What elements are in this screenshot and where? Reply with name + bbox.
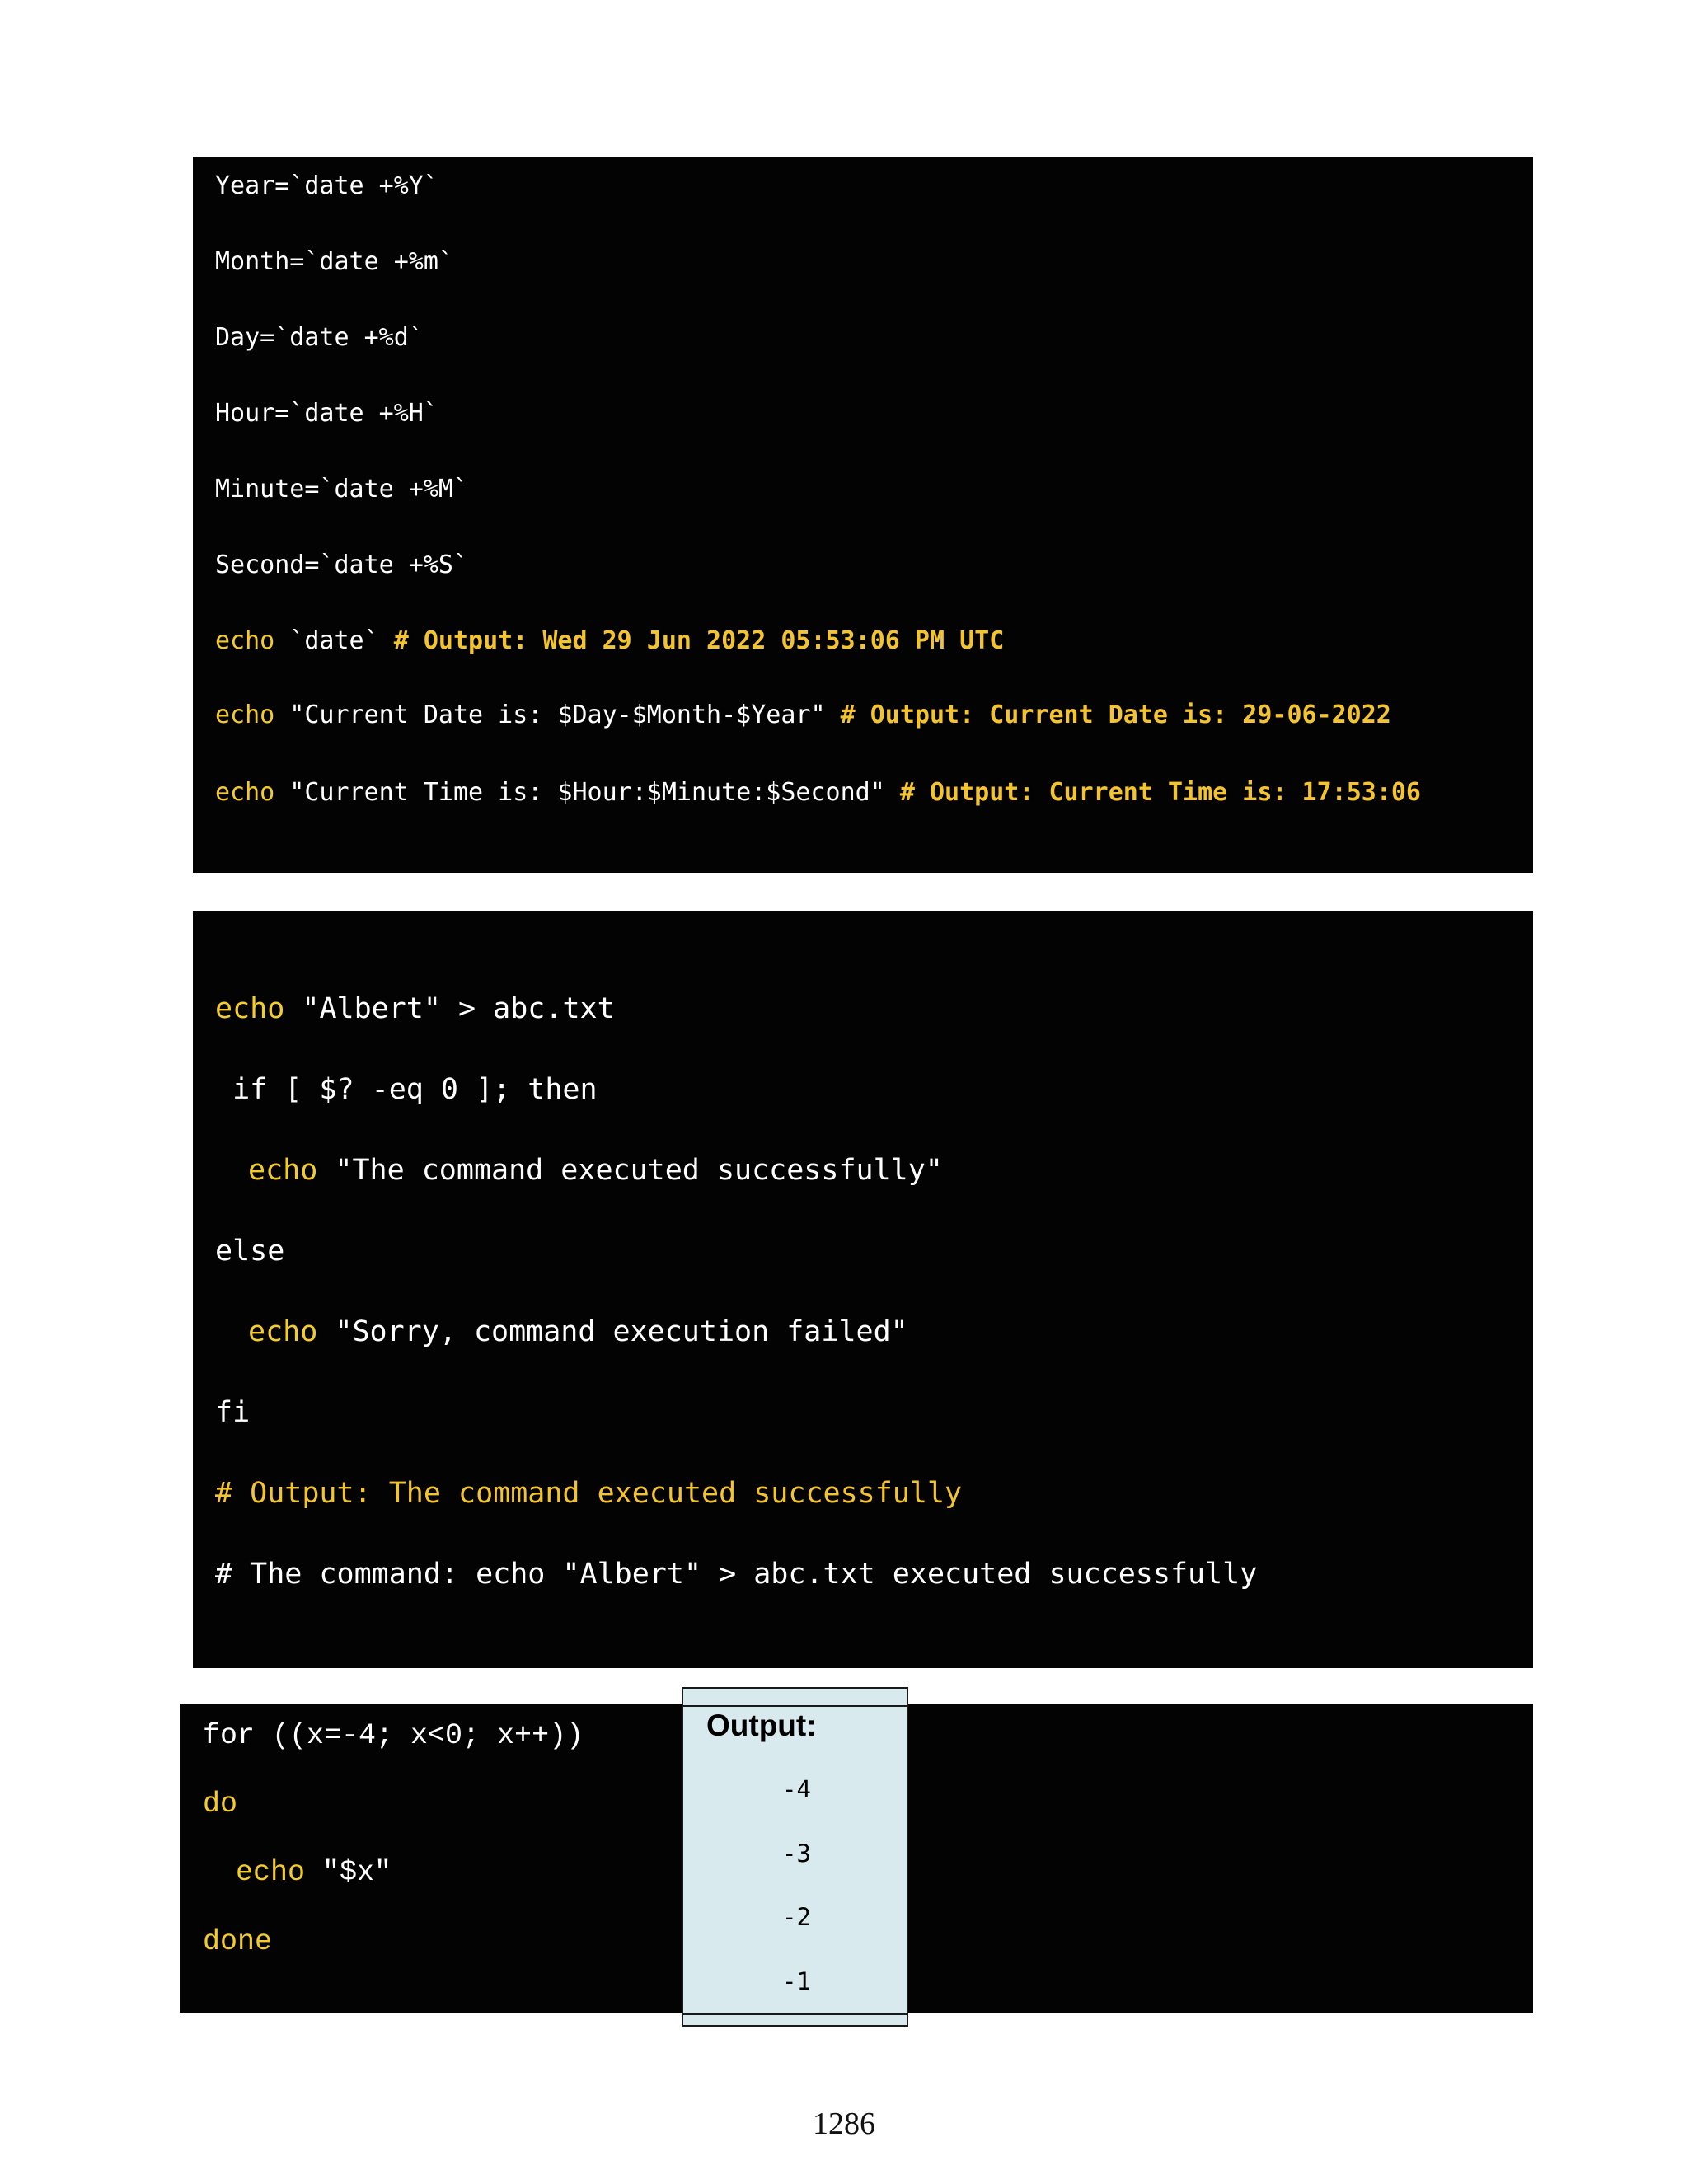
bottom-rule <box>683 2013 907 2015</box>
code-text: "Current Time is: $Hour:$Minute:$Second" <box>274 778 900 807</box>
code-block-date <box>193 157 1533 873</box>
code-line <box>215 778 1421 807</box>
output-value: -1 <box>782 1967 811 1995</box>
code-line: else <box>215 1235 285 1268</box>
code-line: # The command: echo "Albert" > abc.txt executed successfully <box>215 1558 1258 1591</box>
code-block-exit-status <box>193 911 1533 1668</box>
code-line <box>215 701 1391 729</box>
output-title: Output: <box>706 1708 817 1742</box>
output-comment: # Output: Wed 29 Jun 2022 05:53:06 PM UTC <box>393 626 1005 655</box>
code-text: "Sorry, command execution failed" <box>317 1315 908 1348</box>
code-text: "Current Date is: $Day-$Month-$Year" <box>274 701 841 729</box>
output-box <box>682 1687 908 2027</box>
code-line <box>248 1315 908 1348</box>
code-text: "The command executed successfully" <box>317 1154 943 1187</box>
output-value: -4 <box>782 1775 811 1803</box>
output-comment: # Output: The command executed successfully <box>215 1477 963 1510</box>
output-value: -2 <box>782 1903 811 1931</box>
output-comment: # Output: Current Time is: 17:53:06 <box>899 778 1421 807</box>
code-line: Hour=`date +%H` <box>215 399 438 428</box>
code-line: Month=`date +%m` <box>215 247 453 276</box>
code-text: "Albert" > abc.txt <box>284 992 615 1025</box>
code-line: for ((x=-4; x<0; x++)) <box>203 1719 584 1752</box>
code-line: Minute=`date +%M` <box>215 475 469 504</box>
top-rule <box>683 1705 907 1707</box>
page-number: 1286 <box>813 2107 875 2141</box>
code-line: if [ $? -eq 0 ]; then <box>215 1073 598 1106</box>
code-line: Day=`date +%d` <box>215 323 424 352</box>
code-text: `date` <box>274 626 394 655</box>
code-line <box>215 626 1004 655</box>
done-keyword: done <box>203 1925 273 1958</box>
code-line <box>248 1154 943 1187</box>
output-value: -3 <box>782 1840 811 1868</box>
echo-keyword: echo <box>215 626 275 655</box>
code-line <box>236 1856 392 1889</box>
code-text: "$x" <box>305 1856 392 1889</box>
echo-keyword: echo <box>236 1856 306 1889</box>
output-comment: # Output: Current Date is: 29-06-2022 <box>840 701 1391 729</box>
echo-keyword: echo <box>215 992 285 1025</box>
code-line <box>215 992 615 1025</box>
code-line: fi <box>215 1396 251 1429</box>
code-line: Second=`date +%S` <box>215 551 469 579</box>
echo-keyword: echo <box>248 1154 318 1187</box>
do-keyword: do <box>203 1788 238 1821</box>
echo-keyword: echo <box>248 1315 318 1348</box>
echo-keyword: echo <box>215 701 275 729</box>
echo-keyword: echo <box>215 778 275 807</box>
code-line: Year=`date +%Y` <box>215 171 438 200</box>
